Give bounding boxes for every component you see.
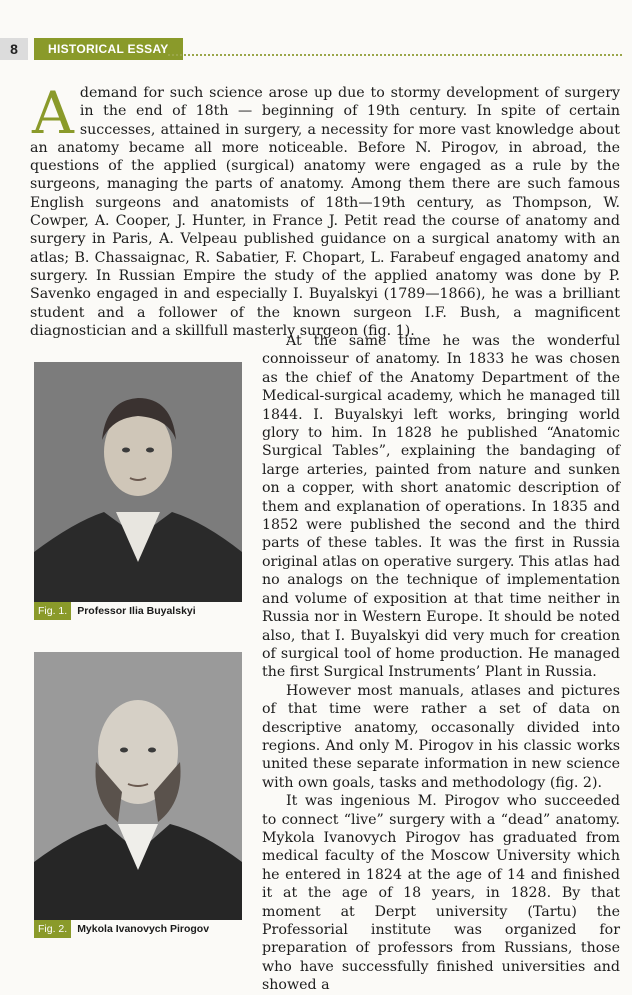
drop-cap: A	[32, 79, 74, 147]
intro-text: demand for such science arose up due to stormy development of surgery in the end of 18th — beginning of 19th century. In spite of certain successes, attained in surgery, a necessity for more vast knowledge about an anatomy became all more noticeable. Before N. Pirogov, in abroad, the questions of the applied (surgical) anatomy were engaged as a rule by the surgeons, managing the parts of anatomy. Among them there are such famous English surgeons and anatomists of 18th—19th century, as Thompson, W. Cowper, A. Cooper, J. Hunter, in France J. Petit read the course of anatomy and surgery in Paris, A. Velpeau published guidance on a surgical anatomy with an atlas; B. Chassaignac, R. Sabatier, F. Chopart, L. Farabeuf engaged anatomy and surgery. In Russian Empire the study of the applied anatomy was done by P. Savenko engaged in and especially I. Buyalskyi (1789—1866), he was a brilliant student and a follower of the known surgeon I.F. Bush, a magnificent diagnostician and a skillfull masterly surgeon (fig. 1).	[30, 85, 620, 339]
body-paragraph: It was ingenious M. Pirogov who succeeded to connect “live” surgery with a “dead” anatomy. Mykola Ivanovych Pirogov has graduated from medical faculty of the Moscow University which he entered in 1824 at the age of 14 and finished it at the age of 18 years, in 1828. By that moment at Derpt university (Tartu) the Professorial institute was organized for preparation of professors from Russians, those who have successfully finished universities and showed a	[262, 793, 620, 994]
figure-2	[34, 652, 242, 938]
intro-paragraph	[30, 79, 620, 340]
portrait-pirogov-icon	[34, 652, 242, 920]
figure-1-text: Professor Ilia Buyalskyi	[77, 605, 196, 617]
header-divider	[168, 54, 622, 56]
portrait-buyalskyi-icon	[34, 362, 242, 602]
figure-2-label: Fig. 2.	[34, 920, 71, 938]
figure-1-label: Fig. 1.	[34, 602, 71, 620]
body-paragraph: However most manuals, atlases and pictures of that time were rather a set of data on descriptive anatomy, occasonally divided into regions. And only M. Pirogov in his classic works united these separate information in new science with own goals, tasks and methodology (fig. 2).	[262, 682, 620, 791]
body-paragraph: At the same time he was the wonderful connoisseur of anatomy. In 1833 he was chosen as the chief of the Anatomy Department of the Medical-surgical academy, which he managed till 1844. I. Buyalskyi left works, bringing world glory to him. In 1828 he published “Anatomic Surgical Tables”, explaining the bandaging of large arteries, painted from nature and sunken on a copper, with short anatomic description of them and explanation of operations. In 1835 and 1852 were published the second and the third parts of these tables. It was the first in Russia original atlas on operative surgery. This atlas had no analogs on the technique of implementation and volume of exposition at that time neither in Russia nor in Western Europe. It should be noted also, that I. Buyalskyi did very much for creation of surgical tool of home production. He managed the first Surgical Instruments’ Plant in Russia.	[262, 333, 620, 681]
right-column-text	[262, 332, 620, 995]
section-title: HISTORICAL ESSAY	[34, 38, 183, 60]
figure-1-caption	[34, 602, 242, 620]
figure-2-text: Mykola Ivanovych Pirogov	[77, 923, 210, 935]
portrait-image-buyalskyi	[34, 362, 242, 602]
figure-1	[34, 362, 242, 620]
figure-2-caption	[34, 920, 242, 938]
page-header	[0, 38, 632, 60]
page-number: 8	[0, 38, 28, 60]
portrait-image-pirogov	[34, 652, 242, 920]
